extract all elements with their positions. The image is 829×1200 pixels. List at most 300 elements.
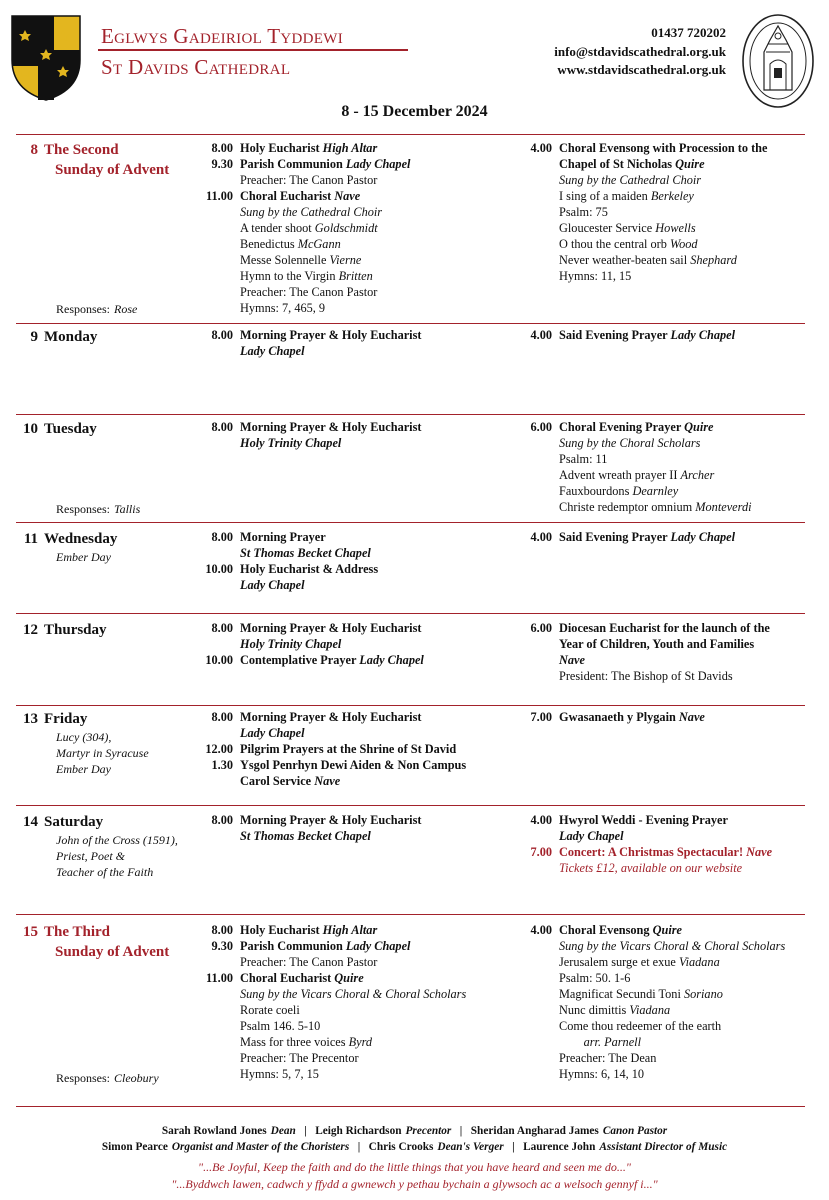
day-number: 14 [23,814,38,830]
service-text [240,419,421,435]
responses-composer: Rose [114,302,138,316]
service-text-part: President: The Bishop of St Davids [559,669,733,683]
day-name [16,709,201,729]
responses-composer: Cleobury [114,1071,159,1085]
service-text-part: High Altar [322,923,378,937]
service-text [559,529,735,545]
service-line [519,970,809,986]
service-text [559,327,735,343]
service-text [559,860,742,876]
evening-services [519,922,809,1082]
service-text [559,620,770,636]
service-text-part: Ysgol Penrhyn Dewi Aiden & Non Campus [240,758,467,772]
service-time: 8.00 [211,710,233,724]
day-title: Tuesday [44,421,97,437]
service-text-part: Soriano [683,987,723,1001]
service-text [240,938,410,954]
service-line [200,620,520,636]
date-range-title: 8 - 15 December 2024 [341,103,488,120]
service-text-part: Lady Chapel [240,578,305,592]
service-text-part: Lady Chapel [240,726,305,740]
day-title: The Third [44,924,110,940]
service-text-part: McGann [297,237,341,251]
day-divider [16,522,805,523]
day-number: 11 [23,531,38,547]
service-text-part: Chapel of St Nicholas [559,157,676,171]
service-text-part: Tickets £12, available on our website [559,861,743,875]
service-text-part: Morning Prayer & Holy Eucharist [240,420,422,434]
service-line [519,986,809,1002]
service-line [200,773,520,789]
service-text [559,419,714,435]
service-text-part: Sung by the Cathedral Choir [559,173,702,187]
service-text [559,828,624,844]
service-text [559,140,767,156]
service-text-part: Concert: A Christmas Spectacular! [559,845,747,859]
evening-services [519,419,809,515]
service-line [519,172,809,188]
welsh-title: Eglwys Gadeiriol Tyddewi [101,24,343,48]
service-text-part: Messe Solennelle [240,253,330,267]
staff-role: Assistant Director of Music [599,1141,728,1153]
day-title: Thursday [44,622,107,638]
staff-role: Dean's Verger [437,1141,504,1153]
service-time: 10.00 [205,562,233,576]
responses-note [56,1070,159,1086]
service-text-part: St Thomas Becket Chapel [240,546,371,560]
evening-services [519,812,809,876]
service-line [200,1002,520,1018]
service-text [559,236,698,252]
service-text-part: Psalm 146. 5-10 [240,1019,321,1033]
service-line [200,636,520,652]
quote-english: "...Be Joyful, Keep the faith and do the little things that you have heard and seen me do..." [198,1160,631,1174]
service-line [519,652,809,668]
service-line [519,204,809,220]
service-text-part: Byrd [348,1035,373,1049]
service-line [519,268,809,284]
service-text-part: Holy Eucharist & Address [240,562,379,576]
service-text-part: Sung by the Vicars Choral & Choral Scholars [559,939,786,953]
service-text [559,1018,721,1034]
service-text [559,1034,641,1050]
service-text-part: O thou the central orb [559,237,670,251]
service-text [240,220,378,236]
service-line [200,709,520,725]
service-text [559,922,682,938]
day-name [16,327,201,347]
service-line [519,529,809,545]
service-text-part: Diocesan Eucharist for the launch of the [559,621,770,635]
service-text-part: Hymns: 11, 15 [559,269,632,283]
service-line [519,844,809,860]
service-time: 12.00 [205,742,233,756]
service-text-part: A tender shoot [240,221,315,235]
day-name [16,620,201,640]
service-line [200,156,520,172]
evening-services [519,140,809,284]
quote-welsh: "...Byddwch lawen, cadwch y ffydd a gwnewch y pethau bychain a glywsoch ac a welsoch gennyf i..." [171,1177,658,1191]
service-text-part: Choral Eucharist [240,189,335,203]
service-line [519,156,809,172]
day-divider [16,914,805,915]
service-time: 8.00 [211,328,233,342]
service-text [240,1018,320,1034]
service-text-part: Nave [559,653,585,667]
service-text [240,1034,372,1050]
service-text-part: Nave [334,189,361,203]
service-text-part: Nave [678,710,705,724]
service-line [200,204,520,220]
service-text [559,451,607,467]
website-link[interactable]: www.stdavidscathedral.org.uk [557,62,726,77]
service-line [200,986,520,1002]
service-text [240,812,421,828]
service-line [519,1050,809,1066]
service-time: 8.00 [211,530,233,544]
service-text-part: High Altar [322,141,378,155]
service-text-part: Archer [680,468,715,482]
service-line [200,828,520,844]
service-text-part: Morning Prayer & Holy Eucharist [240,813,422,827]
staff-role: Organist and Master of the Choristers [171,1141,350,1153]
service-line [200,922,520,938]
cathedral-seal-icon [740,12,816,110]
service-text-part: Gloucester Service [559,221,656,235]
service-text [559,652,585,668]
service-text-part: Choral Evensong with Procession to the [559,141,768,155]
service-text-part: Nunc dimittis [559,1003,630,1017]
service-time: 7.00 [530,845,552,859]
service-time: 8.00 [211,923,233,937]
service-text-part: Said Evening Prayer [559,328,671,342]
service-time: 6.00 [530,420,552,434]
service-text [559,986,723,1002]
service-text-part: Lady Chapel [670,328,736,342]
service-text [240,828,371,844]
service-text [240,922,377,938]
service-text [240,435,341,451]
service-text-part: Parish Communion [240,939,346,953]
service-line [519,1066,809,1082]
service-line [519,252,809,268]
service-text [240,577,305,593]
service-text-part: Quire [675,157,705,171]
service-line [200,300,520,316]
service-text-part: Holy Trinity Chapel [240,637,342,651]
service-time: 4.00 [530,328,552,342]
day-title: The Second [44,142,119,158]
service-text-part: Carol Service [240,774,315,788]
service-time: 8.00 [211,420,233,434]
service-text-part: Nave [746,845,773,859]
service-text-part: Hwyrol Weddi - Evening Prayer [559,813,728,827]
service-text-part: Magnificat Secundi Toni [559,987,684,1001]
commemoration-line: John of the Cross (1591), [56,833,178,847]
service-line [200,419,520,435]
day-name [16,419,201,439]
service-text [240,236,341,252]
service-line [200,220,520,236]
service-text [240,545,371,561]
evening-services [519,327,809,343]
morning-services [200,620,520,668]
service-text-part: Morning Prayer [240,530,326,544]
service-text-part: Howells [655,221,696,235]
title-divider [98,49,408,51]
service-time: 8.00 [211,813,233,827]
service-text [240,284,377,300]
service-time: 11.00 [206,189,233,203]
service-text-part: Rorate coeli [240,1003,300,1017]
service-text [240,561,378,577]
service-text-part: Preacher: The Dean [559,1051,657,1065]
service-text-part: Psalm: 50. 1-6 [559,971,631,985]
service-line [200,1050,520,1066]
staff-role: Precentor [405,1125,452,1137]
english-title: St Davids Cathedral [101,55,291,79]
service-line [519,636,809,652]
service-text-part: Hymn to the Virgin [240,269,339,283]
service-line [200,954,520,970]
service-text-part: St Thomas Becket Chapel [240,829,371,843]
morning-services [200,140,520,316]
staff-line-1 [0,1125,829,1137]
service-text [240,188,360,204]
service-text-part: Vierne [329,253,362,267]
separator-bar: | [349,1141,369,1153]
service-text [240,204,382,220]
service-text [240,1066,319,1082]
service-text-part: Hymns: 6, 14, 10 [559,1067,645,1081]
service-text-part: Jerusalem surge et exue [559,955,679,969]
service-text [559,252,737,268]
day-title: Monday [44,329,98,345]
service-text-part: Gwasanaeth y Plygain [559,710,679,724]
service-line [200,652,520,668]
service-line [200,757,520,773]
service-text-part: Preacher: The Precentor [240,1051,359,1065]
service-text-part: Viadana [629,1003,671,1017]
service-text-part: Holy Eucharist [240,141,323,155]
day-title-line2: Sunday of Advent [55,944,170,960]
service-line [200,327,520,343]
service-time: 4.00 [530,530,552,544]
service-line [519,1002,809,1018]
service-line [200,435,520,451]
staff-role: Dean [270,1125,296,1137]
day-title-line2: Sunday of Advent [55,162,170,178]
service-text-part: Lady Chapel [559,829,624,843]
service-text [559,970,630,986]
service-text-part: Parish Communion [240,157,346,171]
service-time: 6.00 [530,621,552,635]
day-name [16,140,201,180]
service-text [559,156,705,172]
service-time: 8.00 [211,141,233,155]
service-line [519,812,809,828]
service-text-part: Sung by the Cathedral Choir [240,205,383,219]
service-time: 8.00 [211,621,233,635]
service-text [559,812,728,828]
service-text [559,220,696,236]
service-text-part: Lady Chapel [345,157,411,171]
service-line [200,741,520,757]
staff-name: Leigh Richardson [315,1125,402,1137]
service-line [200,268,520,284]
evening-services [519,709,809,725]
service-text-part: Mass for three voices [240,1035,349,1049]
day-title: Saturday [44,814,104,830]
service-line [200,545,520,561]
service-text [240,1050,359,1066]
day-number: 13 [23,711,38,727]
service-line [519,620,809,636]
service-text [559,204,608,220]
day-divider [16,805,805,806]
service-text [240,757,466,773]
service-text-part: Shephard [690,253,737,267]
service-text [240,327,421,343]
service-text-part: Pilgrim Prayers at the Shrine of St David [240,742,457,756]
service-text-part: Come thou redeemer of the earth [559,1019,722,1033]
service-line [519,435,809,451]
service-text [559,268,631,284]
service-text-part: Monteverdi [695,500,752,514]
service-text-part: Dearnley [632,484,679,498]
service-text-part: Hymns: 7, 465, 9 [240,301,326,315]
commemoration-line: Priest, Poet & [56,849,125,863]
service-line [519,220,809,236]
service-line [519,483,809,499]
service-text [559,668,733,684]
service-text [559,636,754,652]
service-text-part: Said Evening Prayer [559,530,671,544]
service-text [240,529,326,545]
service-time: 4.00 [530,141,552,155]
staff-name: Laurence John [523,1141,596,1153]
service-line [200,812,520,828]
service-text-part: I sing of a maiden [559,189,651,203]
service-text-part: Holy Eucharist [240,923,323,937]
day-number: 12 [23,622,38,638]
service-line [200,577,520,593]
phone-number: 01437 720202 [651,25,726,40]
service-text-part: Goldschmidt [314,221,378,235]
service-text [559,435,700,451]
service-text [240,1002,300,1018]
service-time: 7.00 [530,710,552,724]
service-time: 9.30 [211,157,233,171]
service-line [519,451,809,467]
day-divider [16,613,805,614]
service-text-part: Lady Chapel [359,653,424,667]
service-line [519,922,809,938]
service-text [559,709,705,725]
service-text-part: Preacher: The Canon Pastor [240,285,378,299]
service-line [200,561,520,577]
service-text [240,268,373,284]
service-text [559,172,701,188]
commemoration-line: Ember Day [56,762,111,776]
service-text-part: Holy Trinity Chapel [240,436,342,450]
service-text-part: Year of Children, Youth and Families [559,637,755,651]
service-text [559,1002,670,1018]
morning-services [200,812,520,844]
service-text-part: Lady Chapel [345,939,411,953]
contact-block [554,24,726,80]
service-text-part: Preacher: The Canon Pastor [240,173,378,187]
service-line [519,1034,809,1050]
service-line [200,725,520,741]
service-line [200,188,520,204]
service-text [559,1066,644,1082]
service-text-part: Contemplative Prayer [240,653,360,667]
service-text-part: Nave [314,774,341,788]
service-text-part: Morning Prayer & Holy Eucharist [240,621,422,635]
service-text-part: Psalm: 11 [559,452,608,466]
service-line [200,284,520,300]
responses-note [56,501,140,517]
service-line [519,419,809,435]
service-text [240,172,377,188]
service-line [519,668,809,684]
day-name [16,812,201,832]
service-text [559,844,772,860]
day-number: 15 [23,924,38,940]
staff-name: Chris Crooks [368,1141,434,1153]
day-title: Wednesday [44,531,118,547]
service-text-part: Psalm: 75 [559,205,608,219]
service-line [200,343,520,359]
service-text [240,252,361,268]
service-line [519,709,809,725]
service-text-part: Preacher: The Canon Pastor [240,955,378,969]
service-text [240,140,377,156]
service-text-part: arr. Parnell [559,1035,641,1049]
service-text-part: Hymns: 5, 7, 15 [240,1067,319,1081]
email-link[interactable]: info@stdavidscathedral.org.uk [554,43,726,59]
staff-name: Simon Pearce [101,1141,168,1153]
service-line [200,938,520,954]
service-text-part: Lady Chapel [240,344,305,358]
service-text [240,773,340,789]
service-text-part: Choral Eucharist [240,971,335,985]
day-title: Friday [44,711,88,727]
service-text-part: Wood [669,237,698,251]
service-text-part: Christe redemptor omnium [559,500,696,514]
service-text [559,499,752,515]
service-text [240,620,421,636]
service-line [200,1034,520,1050]
day-number: 9 [30,329,38,345]
service-text-part: Berkeley [650,189,694,203]
morning-services [200,419,520,451]
service-text-part: Viadana [678,955,720,969]
morning-services [200,529,520,593]
service-line [200,252,520,268]
service-text [240,343,305,359]
service-time: 11.00 [206,971,233,985]
service-time: 4.00 [530,813,552,827]
service-text-part: Fauxbourdons [559,484,633,498]
separator-bar: | [503,1141,524,1153]
responses-label: Responses: [56,302,110,316]
morning-services [200,709,520,789]
service-text-part: Never weather-beaten sail [559,253,691,267]
staff-line-2 [0,1141,829,1153]
service-line [519,828,809,844]
